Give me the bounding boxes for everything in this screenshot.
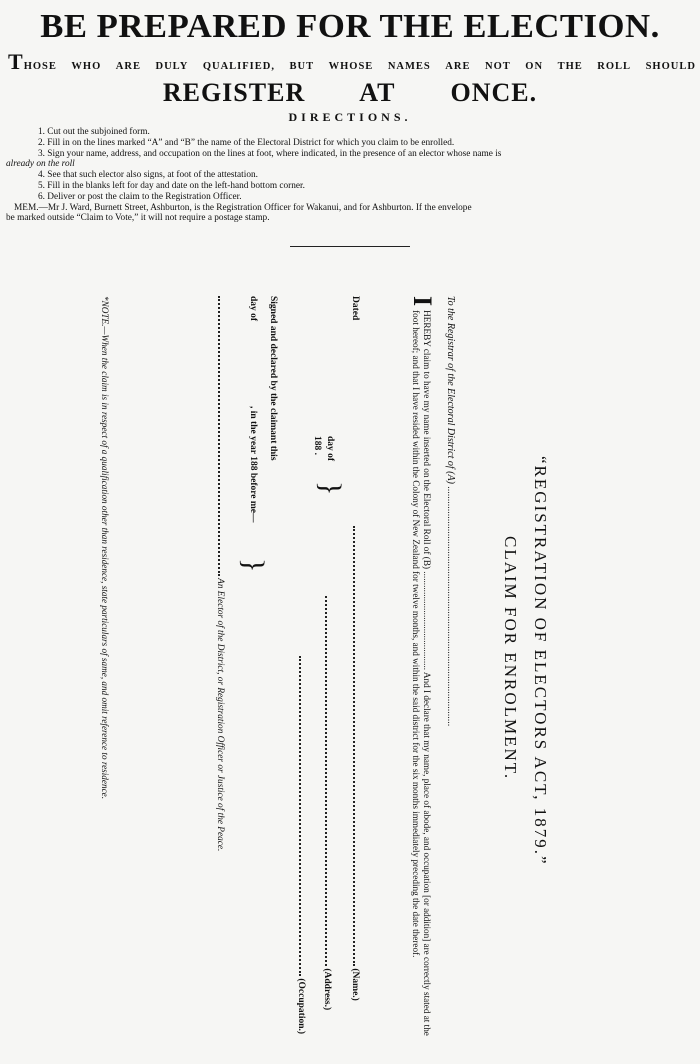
- name-label: (Name.): [350, 968, 360, 1001]
- day-of-label: day of: [325, 436, 335, 462]
- day-of-label-2: day of: [248, 296, 258, 322]
- address-dots: [325, 596, 327, 966]
- directions-title: DIRECTIONS.: [288, 110, 412, 124]
- direction-item-continued: already on the roll: [6, 159, 75, 170]
- directions-list: [6, 127, 696, 224]
- year-188-label: 188 .: [312, 436, 322, 455]
- memo-line-continued: be marked outside “Claim to Vote,” it will not require a postage stamp.: [6, 213, 270, 224]
- name-dots: [353, 526, 355, 966]
- brace-symbol: }: [314, 481, 347, 496]
- claim-form-rotated: [100, 296, 550, 1036]
- subheadline-word: QUALIFIED,: [202, 61, 275, 72]
- signed-declared-label: Signed and declared by the claimant this: [268, 296, 278, 461]
- divider-rule: [290, 246, 410, 247]
- address-field-line: [322, 596, 332, 1010]
- headline-title: BE PREPARED FOR THE ELECTION.: [40, 8, 660, 45]
- claim-title: CLAIM FOR ENROLMENT.: [501, 536, 520, 781]
- subheadline-word: WHOSE: [328, 61, 374, 72]
- to-registrar-line: To the Registrar of the Electoral District of (A) ................................................................................................: [445, 296, 456, 727]
- subheadline-word-rest: HOSE: [23, 61, 57, 72]
- big-initial: I: [408, 296, 437, 307]
- act-title: “REGISTRATION OF ELECTORS ACT, 1879.”: [531, 456, 550, 866]
- subheadline-word: ON: [525, 61, 544, 72]
- note-footnote: *NOTE.—When the claim is in respect of a qualification other than residence, state particulars of same, and omit reference to residence.: [100, 296, 110, 800]
- in-year-label: , in the year 188 before me—: [248, 406, 258, 523]
- subheadline-word: ARE: [445, 61, 471, 72]
- claim-paragraph: [408, 296, 437, 1036]
- subheadline-word: THE: [557, 61, 583, 72]
- direction-item: 2. Fill in on the lines marked “A” and “B” the name of the Electoral District for which you claim to be enrolled.: [38, 137, 455, 148]
- direction-item: 5. Fill in the blanks left for day and date on the left-hand bottom corner.: [38, 180, 305, 191]
- subheadline-word: DULY: [155, 61, 189, 72]
- subheadline-word: ARE: [115, 61, 141, 72]
- subheadline-word: NOT: [484, 61, 511, 72]
- direction-item: 3. Sign your name, address, and occupation on the lines at foot, where indicated, in the presence of an elector whose name is: [38, 148, 502, 159]
- subheadline-word: ROLL: [597, 61, 632, 72]
- occupation-field-line: [296, 656, 306, 1034]
- brace-symbol-2: }: [237, 558, 270, 573]
- direction-item: 1. Cut out the subjoined form.: [38, 127, 150, 137]
- subheadline-word: BUT: [289, 61, 315, 72]
- subheadline-word: NAMES: [387, 61, 431, 72]
- elector-label: An Elector of the District, or Registration Officer or Justice of the Peace.: [215, 578, 225, 852]
- register-heading: REGISTER AT ONCE.: [162, 78, 538, 107]
- subheadline: [8, 49, 696, 74]
- subheadline-word: SHOULD: [645, 61, 696, 72]
- occupation-label: (Occupation.): [296, 978, 306, 1035]
- claim-text: HEREBY claim to have my name inserted on the Electoral Roll of (B) ........................................... And I declare that my name, place of abode, and occupation [or addition] are correctly stated at the foot hereof; and that I have resided within the Colony of New Zealand for twelve months, and within the said district for the six months immediately preceding the date thereof.: [411, 310, 432, 1036]
- dated-label: Dated: [350, 296, 360, 321]
- subheadline-word: [8, 49, 57, 74]
- subheadline-word: WHO: [71, 61, 102, 72]
- direction-item: 6. Deliver or post the claim to the Registration Officer.: [38, 191, 242, 202]
- memo-line: MEM.—Mr J. Ward, Burnett Street, Ashburton, is the Registration Officer for Wakanui, and for Ashburton. If the envelope: [14, 202, 472, 213]
- address-label: (Address.): [322, 968, 332, 1011]
- direction-item: 4. See that such elector also signs, at foot of the attestation.: [38, 170, 258, 181]
- dropcap: T: [8, 49, 24, 74]
- occupation-dots: [299, 656, 301, 976]
- name-field-line: [350, 526, 360, 1001]
- elector-dots: [218, 296, 220, 576]
- elector-signature-line: [215, 296, 225, 1036]
